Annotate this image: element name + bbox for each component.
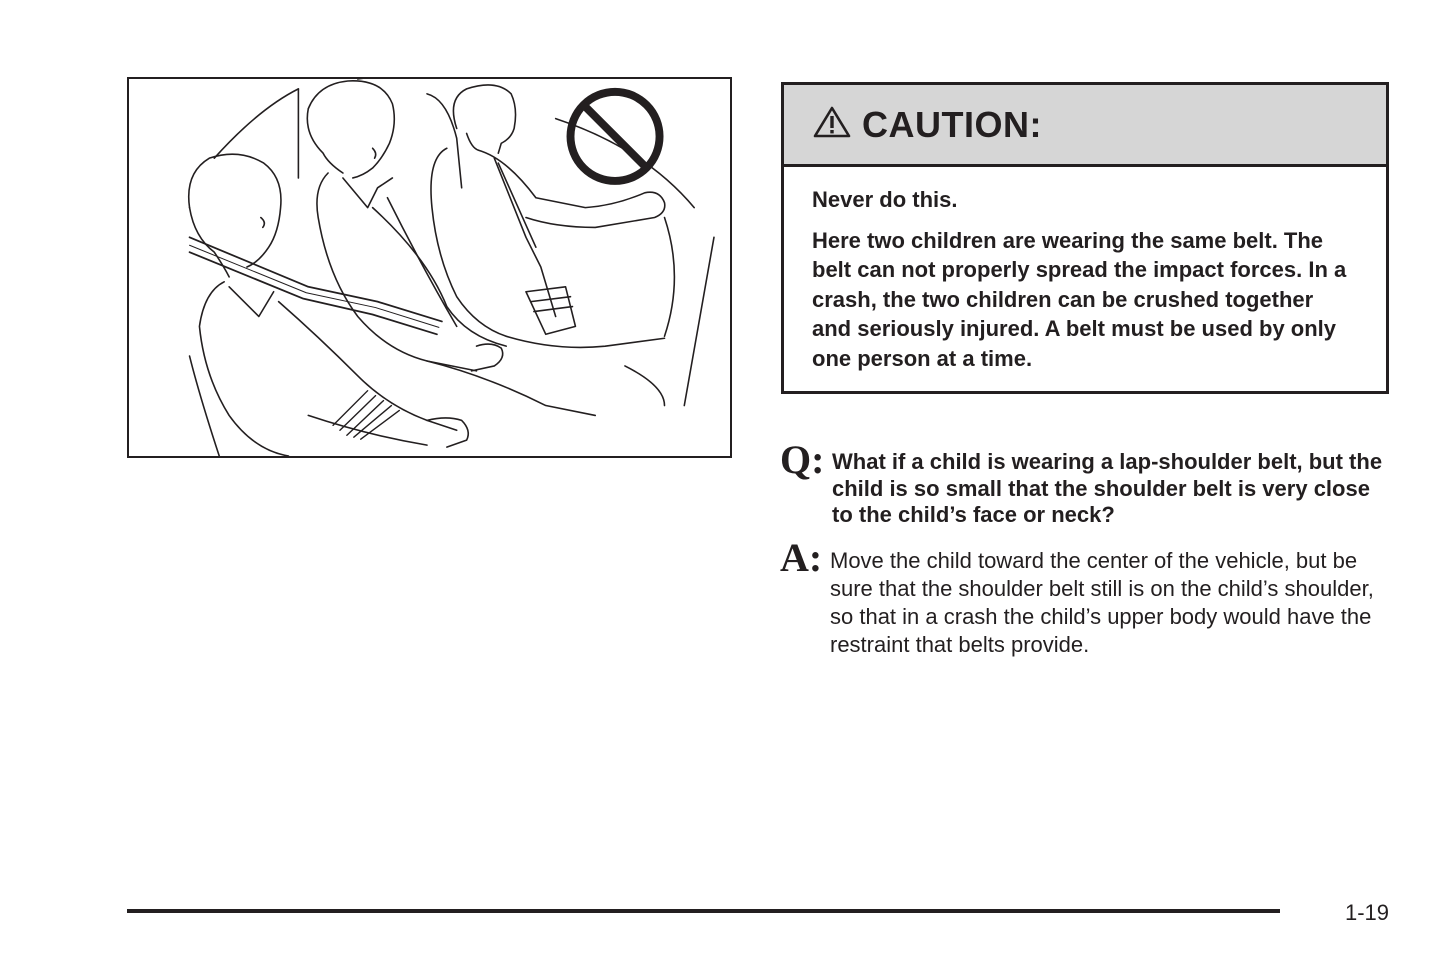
prohibited-sign-icon bbox=[571, 92, 660, 181]
caution-text: Here two children are wearing the same belt. The belt can not properly spread the impact forces. In a crash, the two children can be crushed together and seriously injured. A belt must be used by only one person at a time. bbox=[812, 227, 1347, 371]
adult-driver-figure bbox=[431, 85, 665, 347]
answer-text: Move the child toward the center of the vehicle, but be sure that the shoulder belt still is on the child’s shoulder, so that in a crash the child’s upper body would have the restraint that belts provide. bbox=[830, 548, 1374, 657]
shared-shoulder-belt bbox=[190, 237, 442, 334]
caution-header bbox=[784, 85, 1386, 167]
caution-box bbox=[781, 82, 1389, 394]
footer-rule bbox=[127, 909, 1280, 913]
caution-lead: Never do this. bbox=[812, 187, 958, 212]
caution-body bbox=[784, 167, 1386, 373]
answer-marker: A: bbox=[780, 535, 823, 580]
warning-triangle-icon bbox=[812, 105, 852, 139]
question-marker: Q: bbox=[780, 437, 825, 482]
car-interior-lines bbox=[190, 79, 714, 456]
page-number: 1-19 bbox=[1345, 900, 1390, 925]
older-child-figure bbox=[307, 81, 595, 416]
caution-title: CAUTION: bbox=[862, 103, 1042, 145]
seat-belt-illustration bbox=[127, 77, 732, 458]
question-text: What if a child is wearing a lap-shoulder belt, but the child is so small that the shoulder belt is very close to the child’s face or neck? bbox=[832, 449, 1383, 527]
